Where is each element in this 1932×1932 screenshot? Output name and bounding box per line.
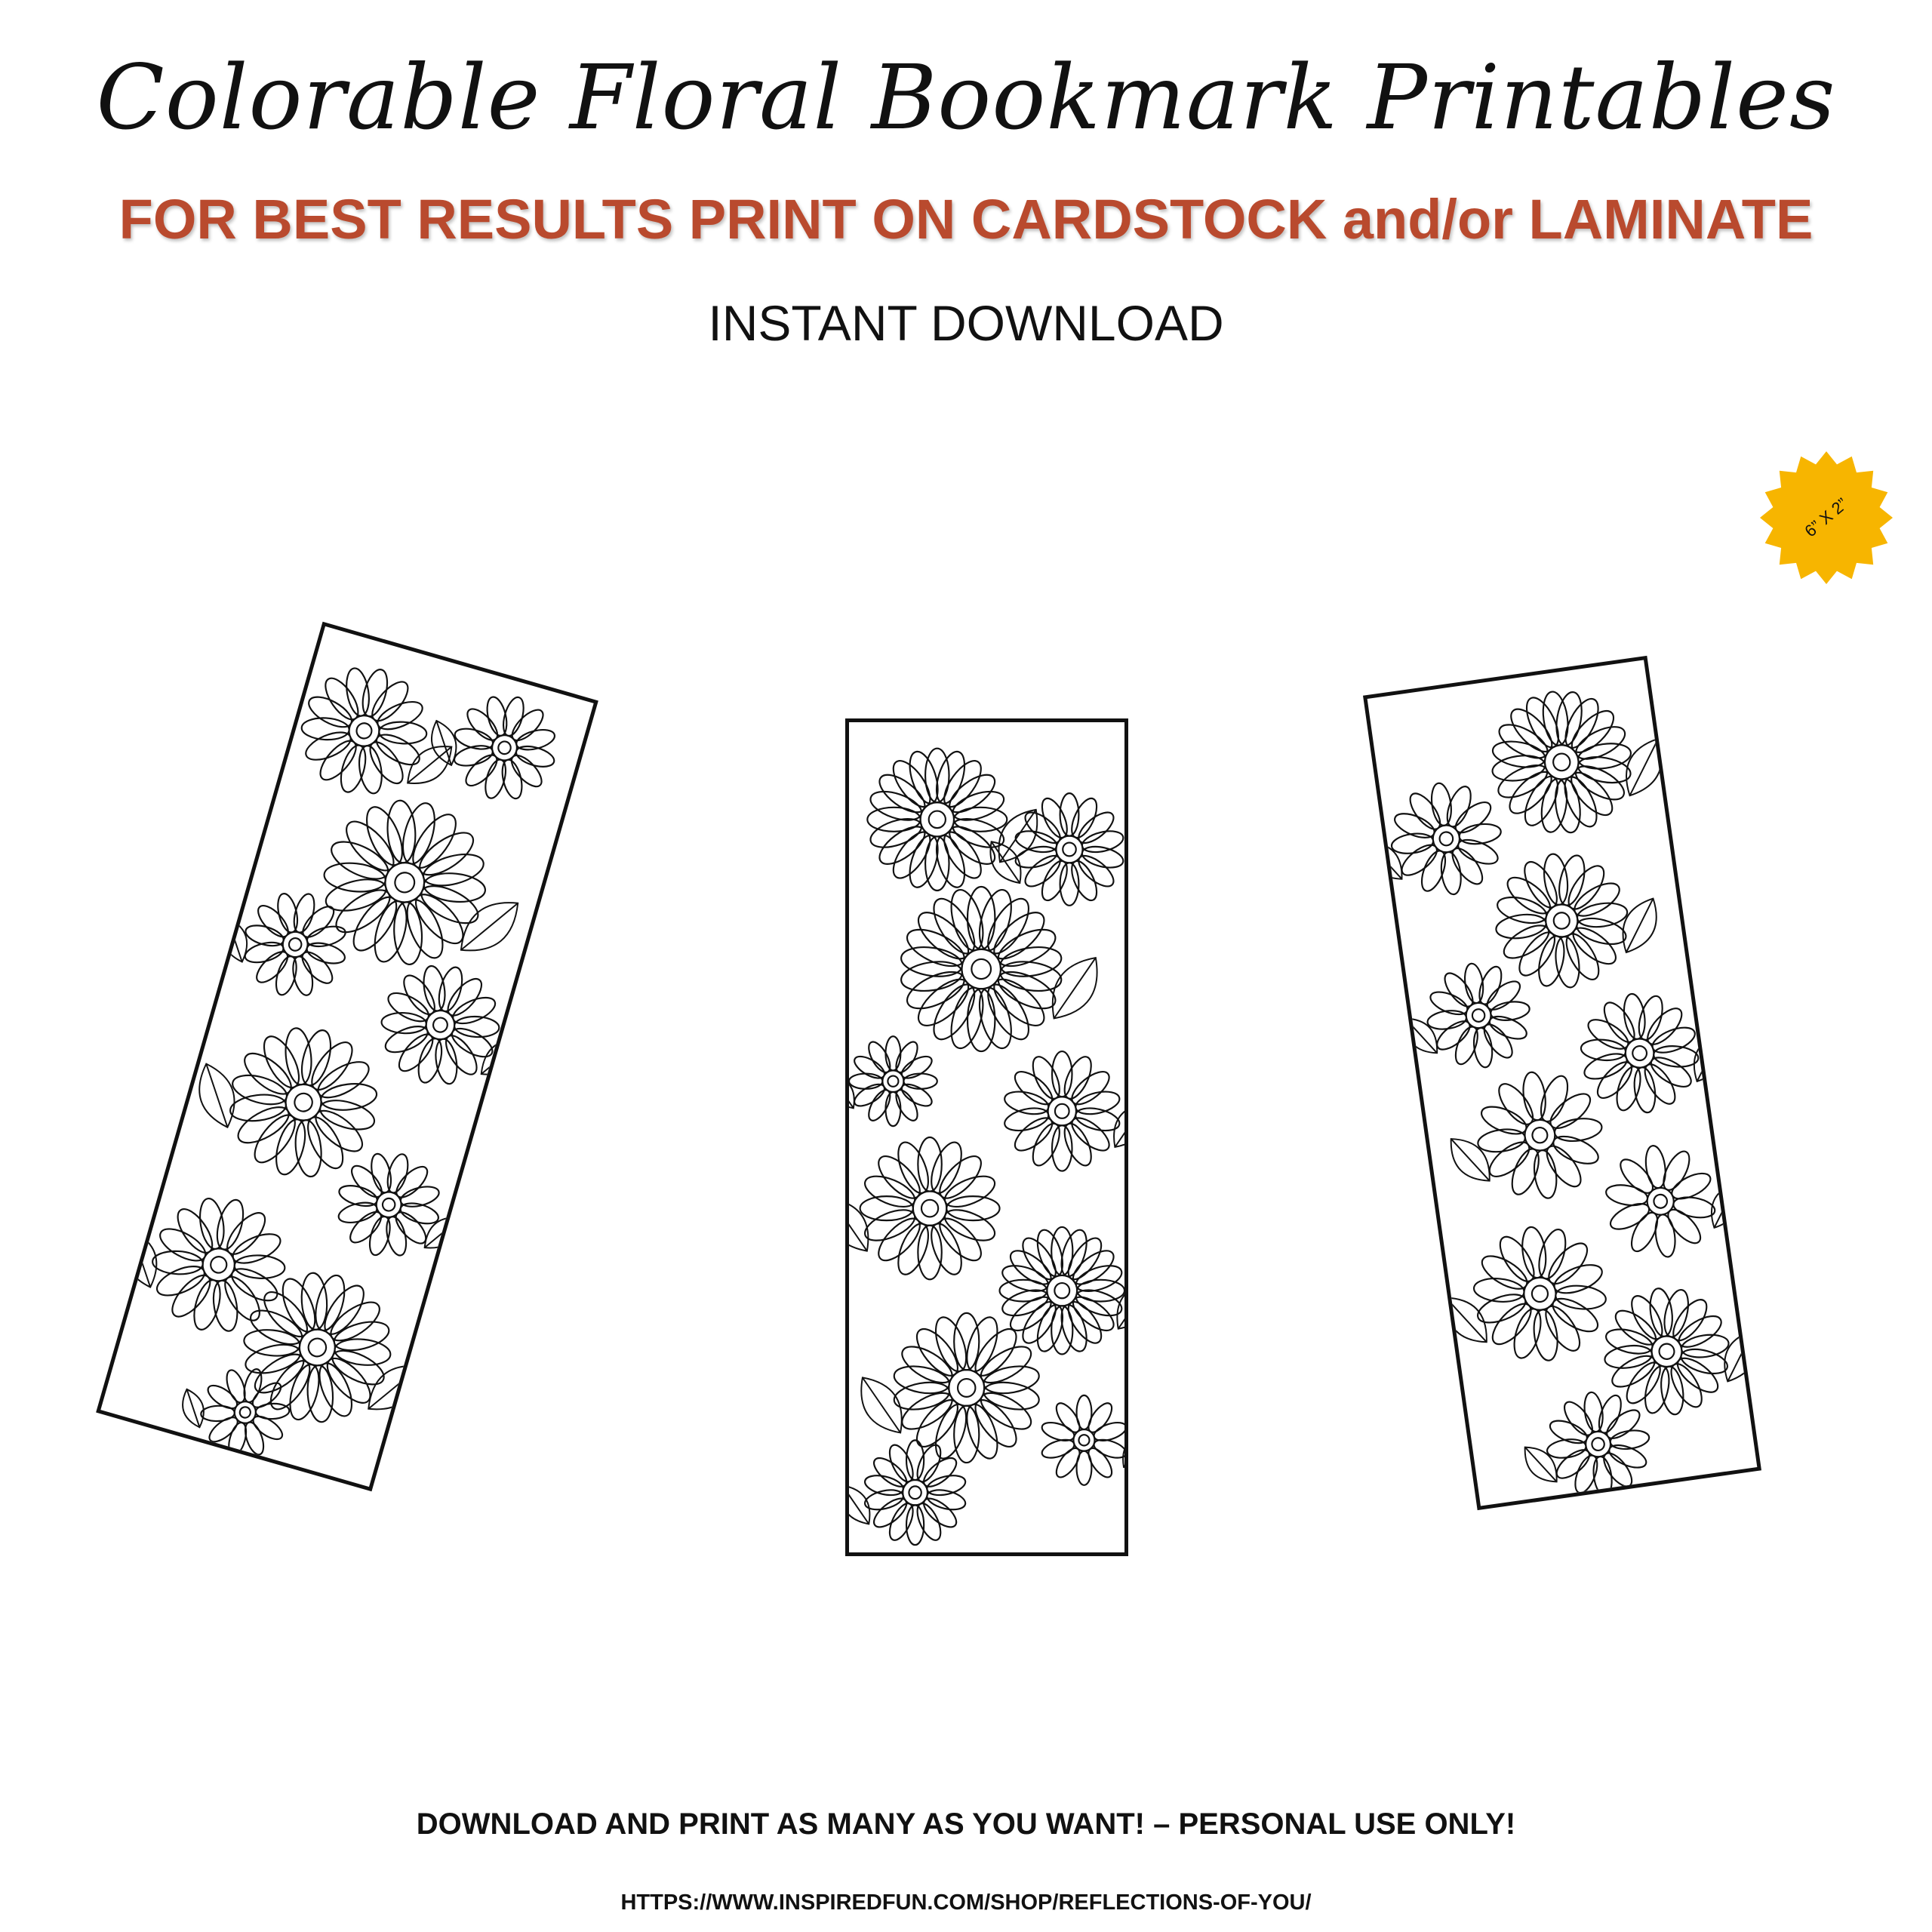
instant-download-label: INSTANT DOWNLOAD [708, 295, 1224, 351]
floral-pattern-icon [849, 722, 1124, 1552]
shop-url[interactable]: HTTPS://WWW.INSPIREDFUN.COM/SHOP/REFLECTIONS-OF-YOU/ [620, 1890, 1312, 1915]
size-badge-label: 6” X 2” [1801, 494, 1852, 541]
bookmark-2 [845, 718, 1128, 1556]
floral-pattern-icon [100, 626, 593, 1487]
print-instructions: FOR BEST RESULTS PRINT ON CARDSTOCK and/or LAMINATE [118, 188, 1814, 251]
bookmark-1 [96, 622, 598, 1492]
bookmark-3 [1363, 656, 1761, 1510]
size-badge [1758, 450, 1894, 586]
usage-note: DOWNLOAD AND PRINT AS MANY AS YOU WANT! – PERSONAL USE ONLY! [416, 1807, 1516, 1841]
floral-pattern-icon [1367, 660, 1758, 1506]
page-title: Colorable Floral Bookmark Printables [96, 45, 1836, 149]
